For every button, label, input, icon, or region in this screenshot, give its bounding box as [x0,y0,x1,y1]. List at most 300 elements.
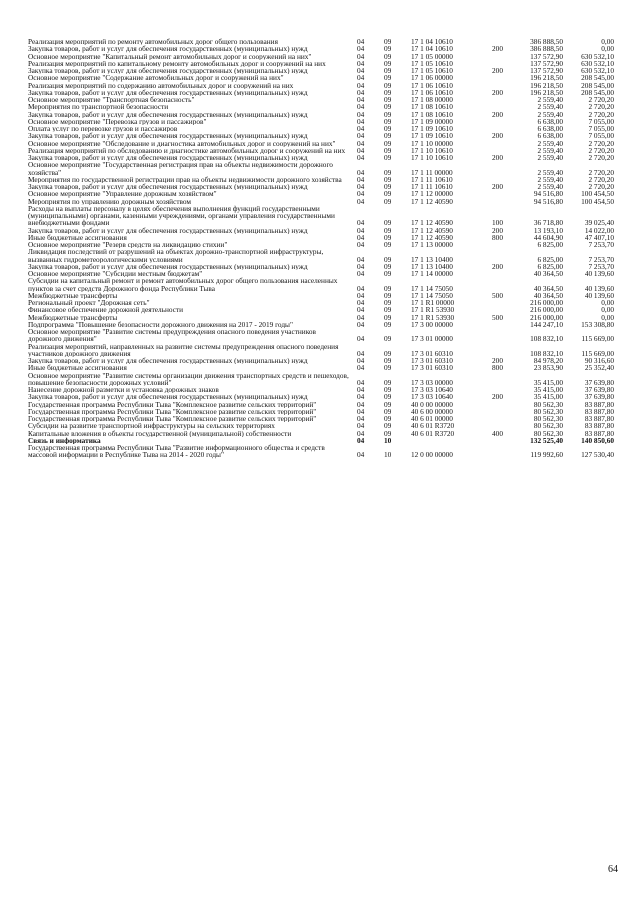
table-row [28,299,614,306]
row-amount-year1: 80 562,30 [533,407,563,415]
row-amount-year1: 196 218,50 [530,81,563,89]
row-amount-year2: 39 025,40 [584,218,614,227]
row-expense-type [487,422,508,429]
row-subsection-code: 09 [384,313,392,321]
row-amount-year2: 2 720,20 [588,183,614,191]
row-amount-year2: 25 352,40 [584,364,614,372]
row-target-article: 17 3 01 60310 [411,348,453,357]
row-section-code: 04 [357,117,365,125]
row-expense-type: 100 [492,218,503,227]
row-subsection-code: 09 [384,407,392,415]
row-expense-type [487,386,508,393]
table-row [28,140,614,147]
row-name: Мероприятия по управлению дорожным хозяйством [28,197,192,205]
row-subsection-code: 09 [384,132,392,140]
row-subsection-code: 09 [384,81,392,89]
row-amount-year2: 14 022,00 [584,226,614,234]
row-section-code: 04 [357,38,365,46]
row-subsection-code: 09 [384,400,392,408]
row-amount-year2: 2 720,20 [588,103,614,111]
row-amount-year2: 208 545,00 [581,88,614,96]
row-name: Реализация мероприятий по ремонту автомобильных дорог общего пользования [28,38,278,46]
row-amount-year1: 196 218,50 [530,74,563,82]
row-amount-year1: 13 193,10 [533,226,563,234]
row-section-code: 04 [357,226,365,234]
row-amount-year2: 40 139,60 [584,283,614,292]
row-expense-type: 500 [492,313,503,321]
row-expense-type [487,53,508,60]
table-row [28,270,614,277]
row-name: Реализация мероприятий, направленных на развитие системы предупреждения опасного поведения участников дорожного движения [28,342,339,357]
row-amount-year1: 2 559,40 [537,103,563,111]
row-amount-year2: 90 316,60 [584,357,614,365]
row-target-article: 17 1 12 40590 [411,218,453,227]
row-subsection-code: 09 [384,183,392,191]
row-target-article: 17 1 14 75050 [411,291,453,299]
row-amount-year1: 2 559,40 [537,167,563,176]
row-expense-type: 200 [492,226,503,234]
row-amount-year1: 40 364,50 [533,283,563,292]
row-expense-type: 200 [492,67,503,75]
row-amount-year2: 7 253,70 [588,241,614,249]
row-target-article: 17 1 05 10610 [411,67,453,75]
row-subsection-code: 09 [384,197,392,205]
row-target-article: 40 6 00 00000 [411,407,453,415]
row-name: Субсидии на капитальный ремонт и ремонт автомобильных дорог общего пользования населенных пунктов за счет средств Дорожного фонда Республики Тыва [28,277,338,292]
table-row [28,111,614,118]
row-section-code: 04 [357,167,365,176]
row-target-article: 17 1 10 00000 [411,139,453,147]
row-amount-year2: 115 669,00 [581,348,614,357]
table-row [28,372,614,387]
budget-table-page [28,38,614,459]
row-amount-year1: 6 825,00 [537,262,563,270]
row-amount-year1: 6 638,00 [537,125,563,133]
row-amount-year1: 2 559,40 [537,110,563,118]
row-target-article: 17 3 01 00000 [411,334,453,343]
row-target-article: 17 1 14 00000 [411,270,453,278]
row-amount-year1: 137 572,90 [530,59,563,67]
row-amount-year2: 208 545,00 [581,81,614,89]
row-subsection-code: 09 [384,190,392,198]
row-subsection-code: 09 [384,154,392,162]
row-target-article: 17 1 08 10610 [411,103,453,111]
row-expense-type: 200 [492,132,503,140]
row-target-article: 17 1 R1 53930 [411,313,455,321]
row-expense-type [487,328,508,343]
table-row [28,89,614,96]
table-row [28,53,614,60]
row-target-article: 17 1 R1 00000 [411,299,455,307]
row-target-article: 12 0 00 00000 [411,450,453,459]
table-row [28,176,614,183]
table-row [28,314,614,321]
row-target-article: 17 1 R1 53930 [411,306,455,314]
row-amount-year1: 2 559,40 [537,96,563,104]
row-section-code: 04 [357,357,365,365]
row-expense-type: 200 [492,357,503,365]
row-amount-year2: 0,00 [601,299,614,307]
table-row [28,147,614,154]
row-expense-type [487,96,508,103]
row-expense-type: 800 [492,364,503,372]
row-expense-type: 200 [492,45,503,53]
row-name: Государственная программа Республики Тыва "Комплексное развитие сельских территорий" [28,415,317,423]
row-amount-year2: 7 253,70 [588,254,614,263]
row-amount-year2: 630 532,10 [581,52,614,60]
row-expense-type [487,241,508,248]
row-section-code: 04 [357,377,365,386]
row-expense-type [487,38,508,45]
row-name: Закупка товаров, работ и услуг для обеспечения государственных (муниципальных) нужд [28,357,308,365]
row-subsection-code: 09 [384,241,392,249]
row-target-article: 17 1 11 00000 [411,167,453,176]
row-amount-year1: 6 638,00 [537,132,563,140]
row-subsection-code: 09 [384,74,392,82]
row-amount-year2: 37 639,80 [584,377,614,386]
row-name: Реализация мероприятий по содержанию автомобильных дорог и сооружений на них [28,81,294,89]
table-row [28,393,614,400]
row-name: Закупка товаров, работ и услуг для обеспечения государственных (муниципальных) нужд [28,393,308,401]
row-name: Расходы на выплаты персоналу в целях обеспечения выполнения функций государственными (муниципальными) органами, казенными учреждениями, органами управления государственными внебюджетными фондами [28,204,335,227]
row-section-code: 04 [357,429,365,437]
row-subsection-code: 09 [384,429,392,437]
row-section-code: 04 [357,283,365,292]
row-name: Закупка товаров, работ и услуг для обеспечения государственных (муниципальных) нужд [28,226,308,234]
row-amount-year1: 36 718,80 [533,218,563,227]
row-subsection-code: 09 [384,377,392,386]
row-section-code: 04 [357,233,365,241]
table-row [28,364,614,371]
row-name: Государственная программа Республики Тыва "Комплексное развитие сельских территорий" [28,407,317,415]
row-target-article: 17 3 03 00000 [411,377,453,386]
row-amount-year1: 35 415,00 [533,377,563,386]
row-section-code: 04 [357,291,365,299]
row-section-code: 04 [357,364,365,372]
row-amount-year1: 40 364,50 [533,270,563,278]
table-row [28,357,614,364]
table-row [28,277,614,292]
row-amount-year1: 386 888,50 [530,38,563,46]
row-amount-year2: 0,00 [601,313,614,321]
row-name: Закупка товаров, работ и услуг для обеспечения государственных (муниципальных) нужд [28,262,308,270]
row-name: Иные бюджетные ассигнования [28,233,127,241]
row-amount-year1: 35 415,00 [533,386,563,394]
row-amount-year1: 80 562,30 [533,429,563,437]
row-expense-type [487,161,508,176]
row-section-code: 04 [357,132,365,140]
table-row [28,241,614,248]
row-section-code: 04 [357,241,365,249]
row-section-code: 04 [357,59,365,67]
row-subsection-code: 09 [384,386,392,394]
row-subsection-code: 10 [384,436,392,444]
row-target-article: 17 1 13 10400 [411,262,453,270]
row-name: Основное мероприятие "Развитие системы предупреждения опасного поведения участников дорожного движения" [28,328,316,343]
row-amount-year1: 216 000,00 [530,299,563,307]
row-subsection-code: 09 [384,59,392,67]
row-expense-type [487,60,508,67]
row-name: Государственная программа Республики Тыва "Комплексное развитие сельских территорий" [28,400,317,408]
row-section-code: 04 [357,67,365,75]
row-expense-type [487,74,508,81]
table-row [28,386,614,393]
row-section-code: 04 [357,125,365,133]
row-target-article: 17 1 12 40590 [411,226,453,234]
row-amount-year1: 119 992,60 [530,450,563,459]
row-amount-year2: 7 055,00 [588,117,614,125]
row-subsection-code: 09 [384,139,392,147]
table-row [28,401,614,408]
row-name: Закупка товаров, работ и услуг для обеспечения государственных (муниципальных) нужд [28,88,308,96]
row-section-code: 04 [357,320,365,328]
row-name: Ликвидация последствий от разрушений на объектах дорожно-транспортной инфраструктуры, вызванных гидрометеорологическими условиями [28,248,324,263]
row-amount-year2: 37 639,80 [584,386,614,394]
table-row [28,292,614,299]
row-amount-year2: 0,00 [601,45,614,53]
row-expense-type [487,343,508,358]
row-amount-year2: 2 720,20 [588,96,614,104]
row-subsection-code: 09 [384,283,392,292]
row-expense-type [487,82,508,89]
row-name: Основное мероприятие "Управление дорожным хозяйством" [28,190,217,198]
row-amount-year1: 216 000,00 [530,313,563,321]
row-amount-year1: 2 559,40 [537,146,563,154]
row-amount-year1: 2 559,40 [537,154,563,162]
row-target-article: 17 1 13 00000 [411,241,453,249]
row-section-code: 04 [357,306,365,314]
row-name: Иные бюджетные ассигнования [28,364,127,372]
row-section-code: 04 [357,103,365,111]
table-row [28,118,614,125]
row-name: Основное мероприятие "Содержание автомобильных дорог и сооружений на них" [28,74,284,82]
row-target-article: 17 1 09 10610 [411,125,453,133]
row-amount-year2: 2 720,20 [588,175,614,183]
row-subsection-code: 09 [384,415,392,423]
row-section-code: 04 [357,348,365,357]
row-expense-type [487,198,508,205]
row-name: Государственная программа Республики Тыва "Развитие информационного общества и средств массовой информации в Республике Тыва на 2014 - 2020 годы" [28,444,325,459]
row-name: Закупка товаров, работ и услуг для обеспечения государственных (муниципальных) нужд [28,183,308,191]
table-row [28,415,614,422]
table-row [28,132,614,139]
row-name: Нанесение дорожной разметки и установка дорожных знаков [28,386,219,394]
row-name: Основное мероприятие "Капитальный ремонт автомобильных дорог и сооружений на них" [28,52,312,60]
row-target-article: 17 3 00 00000 [411,320,453,328]
row-amount-year2: 83 887,80 [584,429,614,437]
row-amount-year2: 115 669,00 [581,334,614,343]
table-row [28,444,614,459]
row-name: Основное мероприятие "Обследование и диагностика автомобильных дорог и сооружений на них" [28,139,336,147]
row-subsection-code: 09 [384,175,392,183]
row-section-code: 04 [357,436,365,444]
row-amount-year1: 108 832,10 [530,334,563,343]
row-subsection-code: 09 [384,110,392,118]
row-amount-year2: 7 055,00 [588,132,614,140]
row-subsection-code: 09 [384,125,392,133]
row-amount-year2: 0,00 [601,306,614,314]
row-target-article: 17 1 06 10610 [411,81,453,89]
row-target-article: 17 1 12 40590 [411,233,453,241]
row-target-article: 17 1 12 00000 [411,190,453,198]
row-subsection-code: 09 [384,254,392,263]
row-target-article: 40 6 01 R3720 [411,422,455,430]
row-amount-year2: 0,00 [601,38,614,46]
row-subsection-code: 09 [384,52,392,60]
row-target-article: 17 1 10 10610 [411,146,453,154]
row-amount-year2: 630 532,10 [581,59,614,67]
row-target-article: 40 0 00 00000 [411,400,453,408]
row-amount-year1: 6 638,00 [537,117,563,125]
row-amount-year1: 23 853,90 [533,364,563,372]
row-expense-type [487,408,508,415]
row-amount-year1: 196 218,50 [530,88,563,96]
row-amount-year1: 40 364,50 [533,291,563,299]
row-name: Подпрограмма "Повышение безопасности дорожного движения на 2017 - 2019 годы" [28,320,293,328]
row-amount-year2: 100 454,50 [581,190,614,198]
row-section-code: 04 [357,190,365,198]
row-amount-year2: 83 887,80 [584,400,614,408]
row-target-article: 17 3 01 60310 [411,364,453,372]
table-row [28,38,614,45]
row-section-code: 04 [357,422,365,430]
row-amount-year2: 2 720,20 [588,154,614,162]
row-amount-year2: 83 887,80 [584,422,614,430]
row-amount-year2: 40 139,60 [584,270,614,278]
row-section-code: 04 [357,393,365,401]
row-name: Закупка товаров, работ и услуг для обеспечения государственных (муниципальных) нужд [28,110,308,118]
row-amount-year2: 2 720,20 [588,110,614,118]
budget-table-body [28,38,614,459]
row-amount-year1: 6 825,00 [537,254,563,263]
row-subsection-code: 09 [384,167,392,176]
row-target-article: 17 1 14 75050 [411,283,453,292]
row-subsection-code: 09 [384,96,392,104]
row-section-code: 04 [357,400,365,408]
table-row [28,190,614,197]
row-name: Региональный проект "Дорожная сеть" [28,299,150,307]
row-amount-year1: 84 978,20 [533,357,563,365]
row-section-code: 04 [357,74,365,82]
row-subsection-code: 09 [384,393,392,401]
row-subsection-code: 09 [384,103,392,111]
row-amount-year1: 80 562,30 [533,415,563,423]
row-amount-year2: 2 720,20 [588,167,614,176]
row-amount-year1: 94 516,80 [533,190,563,198]
row-amount-year1: 137 572,90 [530,52,563,60]
row-amount-year1: 144 247,10 [530,320,563,328]
row-section-code: 04 [357,81,365,89]
row-expense-type [487,372,508,387]
row-subsection-code: 09 [384,226,392,234]
table-row [28,306,614,313]
row-amount-year1: 216 000,00 [530,306,563,314]
row-name: Основное мероприятие "Перевозка грузов и пассажиров" [28,117,207,125]
row-expense-type [487,299,508,306]
row-section-code: 04 [357,386,365,394]
table-row [28,234,614,241]
table-row [28,430,614,437]
row-amount-year2: 83 887,80 [584,415,614,423]
row-expense-type [487,147,508,154]
row-subsection-code: 09 [384,348,392,357]
row-target-article: 17 3 03 10640 [411,393,453,401]
row-section-code: 04 [357,139,365,147]
table-row [28,183,614,190]
row-amount-year2: 100 454,50 [581,197,614,205]
table-row [28,74,614,81]
table-row [28,328,614,343]
table-row [28,161,614,176]
row-expense-type [487,401,508,408]
row-amount-year2: 40 139,60 [584,291,614,299]
row-section-code: 04 [357,154,365,162]
row-subsection-code: 09 [384,45,392,53]
row-amount-year1: 80 562,30 [533,422,563,430]
table-row [28,45,614,52]
row-amount-year1: 108 832,10 [530,348,563,357]
row-amount-year2: 7 055,00 [588,125,614,133]
row-expense-type [487,306,508,313]
table-row [28,437,614,444]
row-expense-type: 200 [492,393,503,401]
table-row [28,321,614,328]
row-expense-type [487,125,508,132]
row-expense-type: 200 [492,88,503,96]
row-amount-year1: 44 604,90 [533,233,563,241]
row-target-article [409,437,487,444]
row-expense-type [487,321,508,328]
row-name: Основное мероприятие "Государственная регистрация прав на объекты недвижимости дорожного хозяйства" [28,161,333,176]
row-name: Связь и информатика [28,436,101,444]
row-amount-year1: 2 559,40 [537,139,563,147]
row-amount-year2: 47 407,10 [584,233,614,241]
row-amount-year1: 35 415,00 [533,393,563,401]
row-expense-type: 200 [492,262,503,270]
row-amount-year2: 630 532,10 [581,67,614,75]
row-target-article: 17 1 12 40590 [411,197,453,205]
table-row [28,227,614,234]
row-target-article: 40 6 01 00000 [411,415,453,423]
row-subsection-code: 09 [384,38,392,46]
row-expense-type [487,190,508,197]
row-name: Финансовое обеспечение дорожной деятельности [28,306,184,314]
row-name: Реализация мероприятий по обследованию и диагностике автомобильных дорог и сооружений на них [28,146,346,154]
row-subsection-code: 09 [384,233,392,241]
row-name: Основное мероприятие "Субсидии местным бюджетам" [28,270,203,278]
row-section-code: 04 [357,197,365,205]
row-target-article: 17 1 05 00000 [411,52,453,60]
row-name: Мероприятия по государственной регистрации прав на объекты недвижимости дорожного хозяйства [28,175,342,183]
row-target-article: 17 1 10 10610 [411,154,453,162]
row-section-code: 04 [357,110,365,118]
row-section-code: 04 [357,262,365,270]
row-name: Межбюджетные трансферты [28,313,118,321]
table-row [28,96,614,103]
row-section-code: 04 [357,450,365,459]
page-number: 64 [608,864,618,875]
table-row [28,60,614,67]
table-row [28,67,614,74]
row-expense-type [487,444,508,459]
table-row [28,82,614,89]
row-subsection-code: 10 [384,450,392,459]
row-name: Межбюджетные трансферты [28,291,118,299]
row-name: Основное мероприятие "Резерв средств на ликвидацию стихии" [28,241,228,249]
row-subsection-code: 09 [384,117,392,125]
row-section-code: 04 [357,146,365,154]
row-expense-type: 200 [492,154,503,162]
